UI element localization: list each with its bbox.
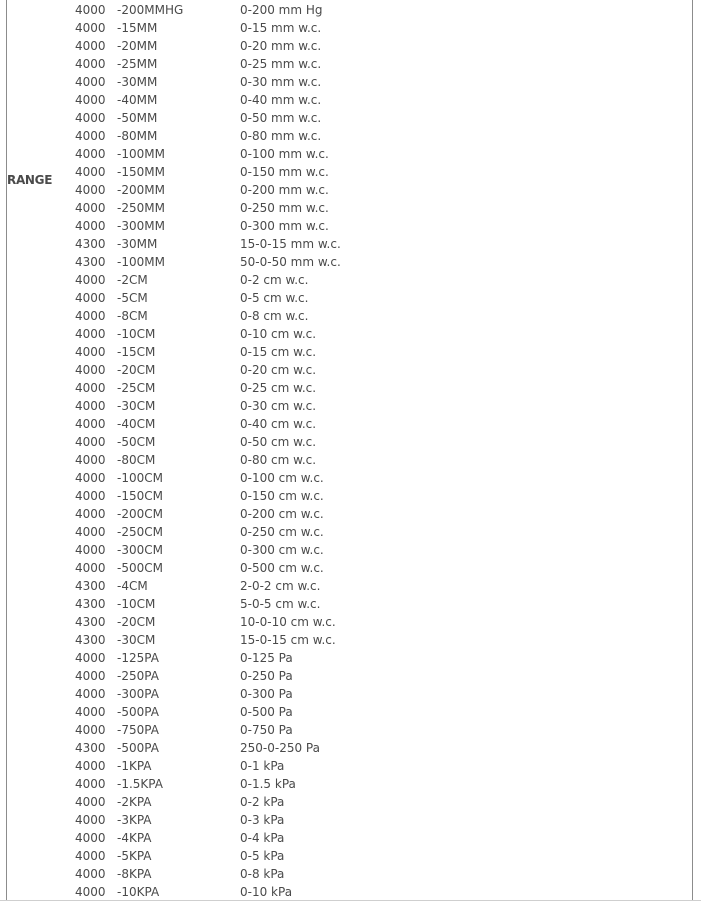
model-code-cell: -100CM (117, 471, 163, 485)
table-row (0, 649, 701, 667)
table-row (0, 415, 701, 433)
series-cell: 4000 (75, 777, 106, 791)
model-code-cell: -250PA (117, 669, 159, 683)
model-code-cell: -80MM (117, 129, 158, 143)
model-code-cell: -500CM (117, 561, 163, 575)
table-row (0, 613, 701, 631)
table-row (0, 199, 701, 217)
range-cell: 0-4 kPa (240, 831, 285, 845)
series-cell: 4000 (75, 111, 106, 125)
range-cell: 0-500 cm w.c. (240, 561, 324, 575)
range-cell: 0-200 mm Hg (240, 3, 323, 17)
model-code-cell: -10CM (117, 597, 156, 611)
series-cell: 4300 (75, 255, 106, 269)
table-row (0, 559, 701, 577)
range-cell: 0-40 cm w.c. (240, 417, 317, 431)
table-row (0, 865, 701, 883)
range-cell: 0-250 mm w.c. (240, 201, 329, 215)
series-cell: 4000 (75, 21, 106, 35)
series-cell: 4300 (75, 741, 106, 755)
model-code-cell: -250CM (117, 525, 163, 539)
table-row (0, 235, 701, 253)
model-code-cell: -4KPA (117, 831, 152, 845)
model-code-cell: -50MM (117, 111, 158, 125)
series-cell: 4000 (75, 201, 106, 215)
model-code-cell: -300MM (117, 219, 165, 233)
series-cell: 4300 (75, 597, 106, 611)
series-cell: 4300 (75, 633, 106, 647)
model-code-cell: -10KPA (117, 885, 160, 899)
table-row (0, 379, 701, 397)
series-cell: 4000 (75, 759, 106, 773)
range-cell: 0-250 cm w.c. (240, 525, 324, 539)
model-code-cell: -30CM (117, 399, 156, 413)
table-row (0, 811, 701, 829)
series-cell: 4000 (75, 93, 106, 107)
range-cell: 0-200 cm w.c. (240, 507, 324, 521)
range-cell: 0-100 mm w.c. (240, 147, 329, 161)
series-cell: 4000 (75, 327, 106, 341)
series-cell: 4000 (75, 39, 106, 53)
table-row (0, 721, 701, 739)
range-cell: 15-0-15 cm w.c. (240, 633, 336, 647)
series-cell: 4000 (75, 705, 106, 719)
model-code-cell: -4CM (117, 579, 148, 593)
range-cell: 0-15 mm w.c. (240, 21, 322, 35)
table-row (0, 55, 701, 73)
table-row (0, 847, 701, 865)
series-cell: 4000 (75, 723, 106, 737)
model-code-cell: -750PA (117, 723, 159, 737)
model-code-cell: -25MM (117, 57, 158, 71)
series-cell: 4000 (75, 363, 106, 377)
table-row (0, 163, 701, 181)
model-code-cell: -300CM (117, 543, 163, 557)
table-row (0, 523, 701, 541)
series-cell: 4000 (75, 219, 106, 233)
table-row (0, 829, 701, 847)
model-code-cell: -5KPA (117, 849, 152, 863)
range-cell: 0-50 cm w.c. (240, 435, 317, 449)
series-cell: 4000 (75, 669, 106, 683)
model-code-cell: -25CM (117, 381, 156, 395)
range-cell: 0-80 cm w.c. (240, 453, 317, 467)
range-cell: 0-5 kPa (240, 849, 285, 863)
range-cell: 0-25 mm w.c. (240, 57, 322, 71)
model-code-cell: -500PA (117, 741, 159, 755)
model-code-cell: -2KPA (117, 795, 152, 809)
series-cell: 4000 (75, 291, 106, 305)
range-cell: 0-20 cm w.c. (240, 363, 317, 377)
range-cell: 0-10 kPa (240, 885, 293, 899)
range-cell: 0-150 cm w.c. (240, 489, 324, 503)
section-label-range: RANGE (7, 173, 53, 187)
bottom-divider (0, 900, 701, 906)
model-code-cell: -40MM (117, 93, 158, 107)
series-cell: 4000 (75, 399, 106, 413)
model-code-cell: -40CM (117, 417, 156, 431)
table-row (0, 667, 701, 685)
range-cell: 0-2 cm w.c. (240, 273, 309, 287)
table-row (0, 703, 701, 721)
table-row (0, 451, 701, 469)
table-row (0, 325, 701, 343)
table-row (0, 91, 701, 109)
table-row (0, 181, 701, 199)
model-code-cell: -30MM (117, 75, 158, 89)
table-row (0, 739, 701, 757)
range-cell: 2-0-2 cm w.c. (240, 579, 321, 593)
table-row (0, 145, 701, 163)
series-cell: 4000 (75, 543, 106, 557)
model-code-cell: -200MM (117, 183, 165, 197)
table-row (0, 541, 701, 559)
table-row (0, 775, 701, 793)
series-cell: 4000 (75, 507, 106, 521)
range-cell: 0-30 mm w.c. (240, 75, 322, 89)
series-cell: 4000 (75, 75, 106, 89)
range-cell: 0-30 cm w.c. (240, 399, 317, 413)
table-row (0, 289, 701, 307)
table-row (0, 793, 701, 811)
table-row (0, 307, 701, 325)
range-cell: 0-8 kPa (240, 867, 285, 881)
range-cell: 0-500 Pa (240, 705, 293, 719)
range-cell: 0-300 Pa (240, 687, 293, 701)
model-code-cell: -125PA (117, 651, 159, 665)
series-cell: 4000 (75, 273, 106, 287)
range-cell: 50-0-50 mm w.c. (240, 255, 341, 269)
series-cell: 4000 (75, 345, 106, 359)
series-cell: 4000 (75, 129, 106, 143)
series-cell: 4000 (75, 165, 106, 179)
table-row (0, 469, 701, 487)
series-cell: 4000 (75, 561, 106, 575)
range-cell: 0-80 mm w.c. (240, 129, 322, 143)
series-cell: 4000 (75, 687, 106, 701)
series-cell: 4000 (75, 417, 106, 431)
model-code-cell: -3KPA (117, 813, 152, 827)
model-code-cell: -15MM (117, 21, 158, 35)
model-code-cell: -200MMHG (117, 3, 184, 17)
table-row (0, 577, 701, 595)
model-code-cell: -150CM (117, 489, 163, 503)
model-code-cell: -100MM (117, 255, 165, 269)
range-cell: 0-750 Pa (240, 723, 293, 737)
range-cell: 10-0-10 cm w.c. (240, 615, 336, 629)
range-cell: 0-10 cm w.c. (240, 327, 317, 341)
series-cell: 4000 (75, 453, 106, 467)
model-code-cell: -30MM (117, 237, 158, 251)
range-cell: 0-250 Pa (240, 669, 293, 683)
range-cell: 0-1.5 kPa (240, 777, 296, 791)
table-row (0, 595, 701, 613)
model-code-cell: -1.5KPA (117, 777, 163, 791)
range-table (0, 1, 701, 901)
table-row (0, 73, 701, 91)
table-row (0, 397, 701, 415)
table-row (0, 109, 701, 127)
range-cell: 0-2 kPa (240, 795, 285, 809)
series-cell: 4300 (75, 579, 106, 593)
model-code-cell: -15CM (117, 345, 156, 359)
range-cell: 0-200 mm w.c. (240, 183, 329, 197)
series-cell: 4000 (75, 3, 106, 17)
table-row (0, 361, 701, 379)
range-cell: 15-0-15 mm w.c. (240, 237, 341, 251)
table-row (0, 37, 701, 55)
series-cell: 4000 (75, 147, 106, 161)
range-cell: 5-0-5 cm w.c. (240, 597, 321, 611)
range-cell: 0-50 mm w.c. (240, 111, 322, 125)
series-cell: 4000 (75, 795, 106, 809)
table-row (0, 19, 701, 37)
table-row (0, 631, 701, 649)
series-cell: 4000 (75, 831, 106, 845)
range-cell: 0-25 cm w.c. (240, 381, 317, 395)
series-cell: 4000 (75, 651, 106, 665)
model-code-cell: -5CM (117, 291, 148, 305)
range-cell: 0-100 cm w.c. (240, 471, 324, 485)
range-cell: 0-1 kPa (240, 759, 285, 773)
model-code-cell: -20MM (117, 39, 158, 53)
model-code-cell: -80CM (117, 453, 156, 467)
series-cell: 4000 (75, 435, 106, 449)
series-cell: 4000 (75, 57, 106, 71)
series-cell: 4000 (75, 813, 106, 827)
model-code-cell: -250MM (117, 201, 165, 215)
model-code-cell: -2CM (117, 273, 148, 287)
series-cell: 4000 (75, 309, 106, 323)
series-cell: 4000 (75, 849, 106, 863)
model-code-cell: -50CM (117, 435, 156, 449)
model-code-cell: -30CM (117, 633, 156, 647)
model-code-cell: -150MM (117, 165, 165, 179)
model-code-cell: -20CM (117, 363, 156, 377)
table-row (0, 433, 701, 451)
series-cell: 4000 (75, 867, 106, 881)
range-cell: 0-15 cm w.c. (240, 345, 317, 359)
model-code-cell: -300PA (117, 687, 159, 701)
table-row (0, 757, 701, 775)
table-row (0, 1, 701, 19)
series-cell: 4000 (75, 183, 106, 197)
model-code-cell: -500PA (117, 705, 159, 719)
table-row (0, 883, 701, 901)
table-row (0, 505, 701, 523)
model-code-cell: -1KPA (117, 759, 152, 773)
table-row (0, 685, 701, 703)
range-cell: 0-5 cm w.c. (240, 291, 309, 305)
range-cell: 0-150 mm w.c. (240, 165, 329, 179)
model-code-cell: -200CM (117, 507, 163, 521)
table-row (0, 343, 701, 361)
table-row (0, 253, 701, 271)
table-row (0, 271, 701, 289)
model-code-cell: -8CM (117, 309, 148, 323)
model-code-cell: -100MM (117, 147, 165, 161)
model-code-cell: -8KPA (117, 867, 152, 881)
model-code-cell: -20CM (117, 615, 156, 629)
series-cell: 4000 (75, 381, 106, 395)
series-cell: 4000 (75, 471, 106, 485)
series-cell: 4000 (75, 525, 106, 539)
series-cell: 4300 (75, 615, 106, 629)
table-row (0, 127, 701, 145)
range-cell: 0-125 Pa (240, 651, 293, 665)
series-cell: 4000 (75, 885, 106, 899)
range-cell: 0-3 kPa (240, 813, 285, 827)
series-cell: 4300 (75, 237, 106, 251)
range-cell: 250-0-250 Pa (240, 741, 320, 755)
table-row (0, 487, 701, 505)
range-cell: 0-8 cm w.c. (240, 309, 309, 323)
model-code-cell: -10CM (117, 327, 156, 341)
range-cell: 0-40 mm w.c. (240, 93, 322, 107)
range-cell: 0-300 mm w.c. (240, 219, 329, 233)
series-cell: 4000 (75, 489, 106, 503)
range-cell: 0-300 cm w.c. (240, 543, 324, 557)
range-cell: 0-20 mm w.c. (240, 39, 322, 53)
table-row (0, 217, 701, 235)
